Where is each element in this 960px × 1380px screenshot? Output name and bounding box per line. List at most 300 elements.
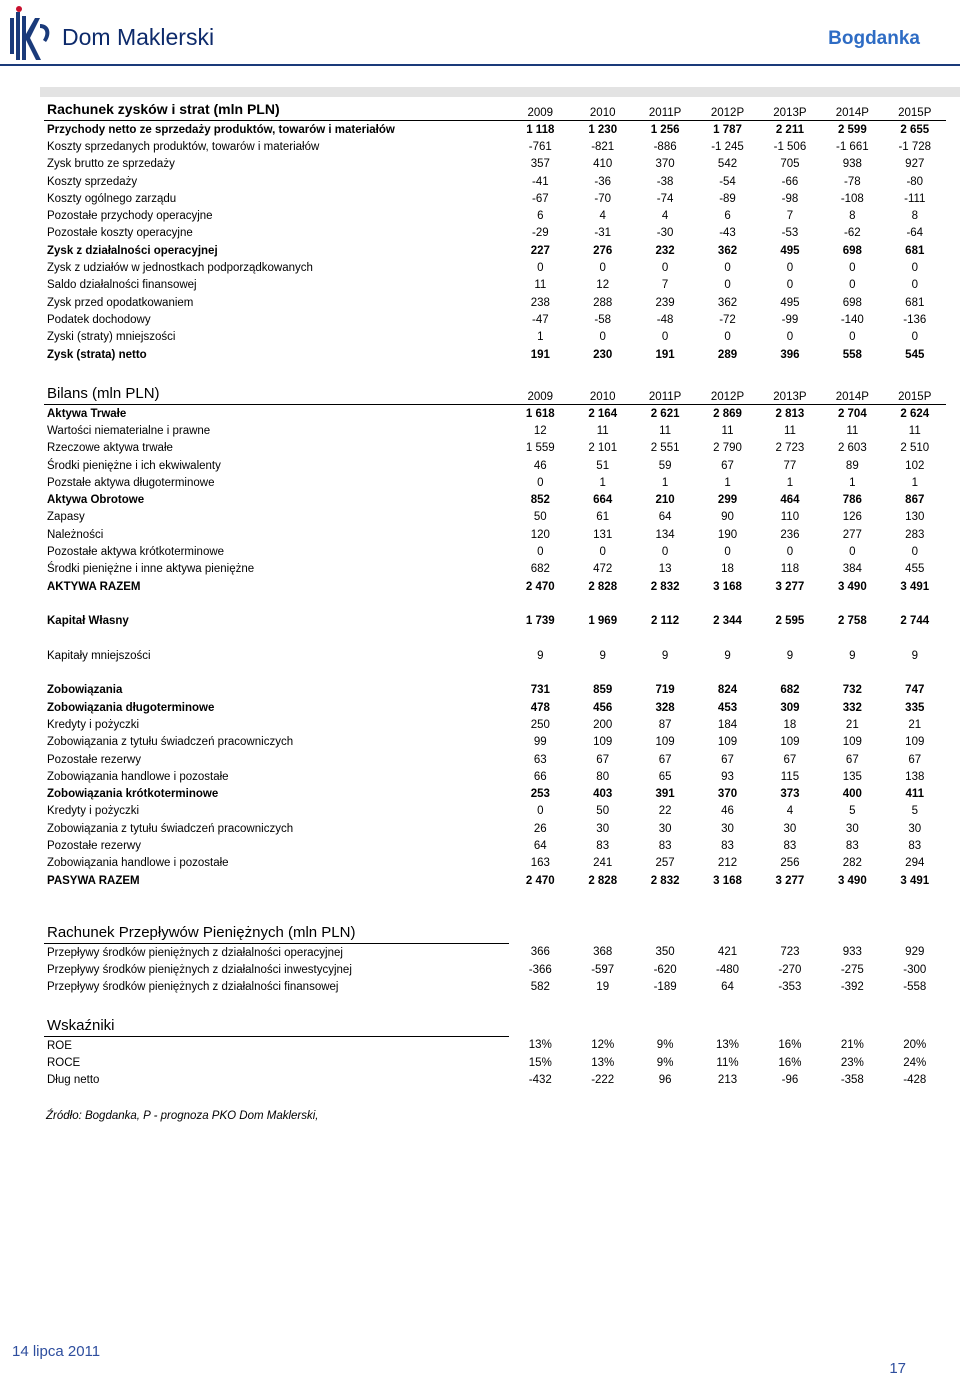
value-cell: 163 — [530, 857, 550, 870]
value-cell: -48 — [656, 313, 674, 326]
section-header — [44, 383, 946, 405]
table-row — [44, 543, 946, 560]
value-cell: 67 — [596, 753, 610, 766]
table-row — [44, 121, 946, 139]
row-label: Zysk brutto ze sprzedaży — [47, 158, 175, 171]
year-header: 2009 — [509, 383, 571, 405]
value-cell: 7 — [661, 279, 669, 292]
value-cell: 90 — [721, 511, 734, 524]
table-row — [44, 1072, 946, 1089]
value-cell: 933 — [842, 946, 862, 959]
value-cell: 21 — [845, 718, 859, 731]
value-cell: 8 — [911, 210, 918, 223]
section-header — [44, 99, 946, 121]
value-cell: 63 — [533, 753, 547, 766]
cash-flow-table — [44, 922, 946, 996]
value-cell: 67 — [721, 753, 734, 766]
row-label: Pozostałe rezerwy — [47, 840, 141, 853]
value-cell: 9 — [537, 649, 544, 662]
value-cell: 391 — [655, 788, 675, 801]
value-cell: 212 — [717, 857, 738, 870]
value-cell: 0 — [911, 279, 918, 292]
row-label: Podatek dochodowy — [47, 313, 151, 326]
value-cell: 67 — [908, 753, 922, 766]
value-cell: 0 — [724, 262, 731, 275]
value-cell: 227 — [530, 244, 550, 257]
year-header: 2009 — [509, 99, 571, 121]
value-cell: -66 — [781, 175, 799, 188]
year-header: 2010 — [572, 99, 634, 121]
year-header: 2010 — [572, 383, 634, 405]
value-cell: 83 — [908, 840, 922, 853]
value-cell: 12 — [596, 279, 610, 292]
value-cell: 30 — [658, 822, 672, 835]
value-cell: 46 — [533, 459, 547, 472]
row-label: Koszty ogólnego zarządu — [47, 192, 177, 205]
row-label: Zobowiązania handlowe i pozostałe — [47, 770, 229, 783]
table-row — [44, 561, 946, 578]
table-row — [44, 820, 946, 837]
value-cell: 283 — [905, 528, 925, 541]
row-label: Dług netto — [47, 1074, 100, 1087]
year-header — [509, 922, 571, 944]
value-cell: 927 — [905, 158, 925, 171]
table-row — [44, 526, 946, 543]
value-cell: 230 — [593, 348, 613, 361]
table-row — [44, 474, 946, 491]
section-header — [44, 922, 946, 944]
spacer-cell — [44, 630, 946, 647]
value-cell: 0 — [786, 262, 794, 275]
ratios-table — [44, 1015, 946, 1089]
value-cell: 370 — [655, 158, 675, 171]
row-label: Zysk przed opodatkowaniem — [47, 296, 194, 309]
year-header: 2011P — [634, 383, 696, 405]
income-statement-table — [44, 99, 946, 363]
value-cell: 786 — [842, 494, 862, 507]
value-cell: 421 — [717, 946, 738, 959]
value-cell: 1 787 — [713, 123, 742, 136]
value-cell: 2 790 — [713, 442, 742, 455]
value-cell: -353 — [778, 981, 802, 994]
year-header: 2012P — [696, 99, 758, 121]
row-label: Rzeczowe aktywa trwałe — [47, 442, 173, 455]
value-cell: 99 — [533, 736, 547, 749]
value-cell: 2 655 — [900, 123, 930, 136]
value-cell: 11 — [721, 424, 734, 437]
row-label: Zobowiązania długoterminowe — [47, 701, 215, 714]
value-cell: 2 869 — [713, 407, 742, 420]
value-cell: -30 — [656, 227, 674, 240]
value-cell: 332 — [842, 701, 862, 714]
value-cell: 46 — [721, 805, 734, 818]
value-cell: 59 — [658, 459, 672, 472]
row-label: Zobowiązania krótkoterminowe — [47, 788, 219, 801]
value-cell: 368 — [593, 946, 613, 959]
value-cell: 2 813 — [775, 407, 805, 420]
value-cell: 384 — [842, 563, 862, 576]
section-title: Bilans (mln PLN) — [44, 383, 509, 405]
row-label: Zobowiązania handlowe i pozostałe — [47, 857, 229, 870]
value-cell: 938 — [842, 158, 862, 171]
value-cell: 7 — [786, 210, 794, 223]
value-cell: -31 — [594, 227, 612, 240]
value-cell: 24% — [903, 1056, 927, 1069]
value-cell: 118 — [780, 563, 800, 576]
row-label: Pozostałe koszty operacyjne — [47, 227, 193, 240]
value-cell: 66 — [533, 770, 547, 783]
value-cell: 681 — [905, 296, 925, 309]
value-cell: 309 — [780, 701, 800, 714]
table-row — [44, 440, 946, 457]
value-cell: 1 969 — [588, 615, 618, 628]
row-label: Zysk z udziałów w jednostkach podporządkowanych — [47, 262, 313, 275]
top-band — [40, 87, 960, 97]
value-cell: 2 344 — [713, 615, 742, 628]
value-cell: -428 — [903, 1074, 927, 1087]
table-row — [44, 578, 946, 595]
value-cell: 2 832 — [650, 580, 680, 593]
year-header — [634, 1015, 696, 1037]
value-cell: 366 — [530, 946, 550, 959]
value-cell: 824 — [717, 684, 738, 697]
row-label: Środki pieniężne i inne aktywa pieniężne — [47, 563, 255, 576]
value-cell: 13% — [528, 1039, 552, 1052]
value-cell: -54 — [719, 175, 736, 188]
value-cell: 130 — [905, 511, 925, 524]
row-label: Pozostałe rezerwy — [47, 753, 141, 766]
year-header — [509, 1015, 571, 1037]
table-row — [44, 346, 946, 363]
value-cell: 126 — [842, 511, 862, 524]
value-cell: 0 — [911, 262, 918, 275]
spacer-row — [44, 595, 946, 612]
value-cell: -432 — [528, 1074, 552, 1087]
value-cell: 3 277 — [775, 580, 805, 593]
table-row — [44, 647, 946, 664]
value-cell: 0 — [661, 262, 669, 275]
value-cell: 67 — [845, 753, 859, 766]
value-cell: 239 — [655, 296, 675, 309]
value-cell: -1 728 — [898, 140, 932, 153]
value-cell: 238 — [530, 296, 550, 309]
value-cell: 478 — [530, 701, 550, 714]
value-cell: 83 — [596, 840, 610, 853]
table-row — [44, 311, 946, 328]
value-cell: -136 — [903, 313, 927, 326]
year-header — [572, 922, 634, 944]
value-cell: 0 — [849, 331, 856, 344]
value-cell: 370 — [717, 788, 738, 801]
value-cell: 1 — [537, 331, 544, 344]
value-cell: 2 832 — [650, 874, 680, 887]
value-cell: -53 — [781, 227, 799, 240]
value-cell: 213 — [717, 1074, 738, 1087]
value-cell: 135 — [842, 770, 862, 783]
value-cell: -64 — [906, 227, 924, 240]
value-cell: -392 — [840, 981, 864, 994]
value-cell: 455 — [905, 563, 925, 576]
value-cell: 0 — [911, 546, 918, 559]
table-row — [44, 509, 946, 526]
value-cell: 30 — [845, 822, 859, 835]
table-row — [44, 277, 946, 294]
value-cell: 11 — [534, 279, 547, 292]
year-header — [884, 1015, 946, 1037]
table-row — [44, 207, 946, 224]
value-cell: 698 — [842, 296, 862, 309]
value-cell: 21% — [840, 1039, 864, 1052]
value-cell: 22 — [658, 805, 672, 818]
value-cell: 3 490 — [837, 874, 867, 887]
value-cell: -38 — [656, 175, 674, 188]
year-header: 2015P — [884, 99, 946, 121]
value-cell: 723 — [780, 946, 800, 959]
value-cell: 2 744 — [900, 615, 930, 628]
table-row — [44, 259, 946, 276]
table-row — [44, 422, 946, 439]
value-cell: 2 551 — [650, 442, 680, 455]
brand-name: Dom Maklerski — [62, 24, 215, 50]
value-cell: 13% — [591, 1056, 615, 1069]
value-cell: 3 491 — [900, 874, 930, 887]
year-header: 2014P — [821, 99, 883, 121]
value-cell: 705 — [780, 158, 800, 171]
value-cell: 545 — [905, 348, 925, 361]
value-cell: 1 230 — [588, 123, 618, 136]
value-cell: 2 621 — [650, 407, 680, 420]
value-cell: 77 — [783, 459, 797, 472]
value-cell: 65 — [658, 770, 672, 783]
value-cell: 1 — [911, 476, 918, 489]
value-cell: 3 277 — [775, 874, 805, 887]
value-cell: 16% — [778, 1056, 802, 1069]
value-cell: 191 — [655, 348, 675, 361]
value-cell: 1 559 — [525, 442, 555, 455]
table-row — [44, 961, 946, 978]
table-row — [44, 1054, 946, 1071]
table-row — [44, 173, 946, 190]
value-cell: 852 — [530, 494, 550, 507]
value-cell: 0 — [661, 331, 669, 344]
value-cell: 3 490 — [837, 580, 867, 593]
value-cell: 0 — [849, 279, 856, 292]
value-cell: 109 — [717, 736, 738, 749]
row-label: Kapitał Własny — [47, 615, 129, 628]
value-cell: 453 — [717, 701, 738, 714]
table-row — [44, 1037, 946, 1055]
value-cell: 2 112 — [651, 615, 680, 628]
table-row — [44, 491, 946, 508]
value-cell: -80 — [906, 175, 924, 188]
value-cell: 2 510 — [900, 442, 930, 455]
value-cell: 30 — [721, 822, 734, 835]
row-label: Przepływy środków pieniężnych z działalności operacyjnej — [47, 946, 343, 959]
value-cell: 30 — [596, 822, 610, 835]
value-cell: 350 — [655, 946, 675, 959]
value-cell: 64 — [658, 511, 672, 524]
value-cell: 0 — [599, 546, 606, 559]
table-row — [44, 329, 946, 346]
value-cell: 867 — [905, 494, 925, 507]
value-cell: 241 — [593, 857, 613, 870]
value-cell: 256 — [780, 857, 800, 870]
table-row — [44, 944, 946, 962]
spacer-row — [44, 664, 946, 681]
table-row — [44, 613, 946, 630]
value-cell: 472 — [593, 563, 613, 576]
value-cell: 67 — [658, 753, 672, 766]
report-date: 14 lipca 2011 — [12, 1343, 101, 1360]
value-cell: -270 — [778, 963, 802, 976]
value-cell: -886 — [653, 140, 677, 153]
pko-logo-icon — [6, 4, 56, 64]
value-cell: -821 — [591, 140, 615, 153]
value-cell: 12 — [533, 424, 547, 437]
value-cell: 681 — [905, 244, 925, 257]
table-row — [44, 751, 946, 768]
value-cell: 61 — [596, 511, 610, 524]
value-cell: 236 — [780, 528, 800, 541]
table-row — [44, 294, 946, 311]
value-cell: 21 — [908, 718, 922, 731]
value-cell: 400 — [842, 788, 862, 801]
value-cell: 11 — [908, 424, 921, 437]
value-cell: -620 — [653, 963, 677, 976]
value-cell: 362 — [717, 244, 738, 257]
row-label: Przychody netto ze sprzedaży produktów, towarów i materiałów — [47, 123, 395, 136]
value-cell: 26 — [533, 822, 547, 835]
table-row — [44, 682, 946, 699]
value-cell: 558 — [842, 348, 862, 361]
value-cell: -140 — [840, 313, 864, 326]
value-cell: -358 — [840, 1074, 864, 1087]
value-cell: 13% — [716, 1039, 740, 1052]
value-cell: 495 — [780, 244, 800, 257]
value-cell: 9 — [911, 649, 918, 662]
value-cell: -72 — [719, 313, 736, 326]
row-label: Pozstałe aktywa długoterminowe — [47, 476, 215, 489]
value-cell: 289 — [717, 348, 738, 361]
value-cell: -67 — [531, 192, 549, 205]
value-cell: 719 — [655, 684, 675, 697]
source-note: Źródło: Bogdanka, P - prognoza PKO Dom Maklerski, — [46, 1110, 319, 1122]
value-cell: 109 — [905, 736, 925, 749]
value-cell: -41 — [531, 175, 549, 188]
year-header — [572, 1015, 634, 1037]
year-header — [759, 1015, 821, 1037]
value-cell: 109 — [593, 736, 613, 749]
value-cell: 3 168 — [713, 874, 742, 887]
value-cell: 83 — [658, 840, 672, 853]
table-row — [44, 734, 946, 751]
row-label: Koszty sprzedaży — [47, 175, 138, 188]
value-cell: 464 — [780, 494, 800, 507]
value-cell: 184 — [717, 718, 738, 731]
value-cell: 87 — [658, 718, 672, 731]
row-label: Środki pieniężne i ich ekwiwalenty — [47, 459, 221, 472]
value-cell: 120 — [530, 528, 550, 541]
value-cell: 2 599 — [837, 123, 867, 136]
value-cell: 210 — [655, 494, 675, 507]
value-cell: 0 — [849, 546, 856, 559]
row-label: Kredyty i pożyczki — [47, 718, 140, 731]
value-cell: 89 — [845, 459, 859, 472]
value-cell: 731 — [530, 684, 550, 697]
value-cell: 115 — [780, 770, 800, 783]
value-cell: 9 — [786, 649, 794, 662]
section-title: Rachunek Przepływów Pieniężnych (mln PLN) — [44, 922, 509, 944]
value-cell: -99 — [781, 313, 799, 326]
value-cell: -43 — [719, 227, 736, 240]
table-row — [44, 786, 946, 803]
value-cell: 15% — [528, 1056, 552, 1069]
value-cell: -62 — [844, 227, 861, 240]
value-cell: -96 — [781, 1074, 799, 1087]
year-header: 2013P — [759, 383, 821, 405]
value-cell: 191 — [530, 348, 550, 361]
value-cell: 929 — [905, 946, 925, 959]
value-cell: 2 704 — [837, 407, 867, 420]
value-cell: 747 — [905, 684, 925, 697]
value-cell: 67 — [721, 459, 734, 472]
value-cell: 9 — [724, 649, 731, 662]
row-label: Należności — [47, 528, 104, 541]
header-divider — [0, 64, 960, 66]
value-cell: 2 603 — [837, 442, 867, 455]
value-cell: 50 — [533, 511, 547, 524]
row-label: Koszty sprzedanych produktów, towarów i materiałów — [47, 140, 320, 153]
year-header: 2012P — [696, 383, 758, 405]
row-label: AKTYWA RAZEM — [47, 580, 141, 593]
year-header — [821, 1015, 883, 1037]
row-label: Zobowiązania z tytułu świadczeń pracowniczych — [47, 822, 294, 835]
row-label: Zapasy — [47, 511, 85, 524]
value-cell: 64 — [721, 981, 734, 994]
value-cell: 859 — [593, 684, 613, 697]
value-cell: 0 — [724, 546, 731, 559]
value-cell: 0 — [911, 331, 918, 344]
value-cell: 2 624 — [900, 407, 930, 420]
value-cell: 2 828 — [588, 874, 618, 887]
value-cell: -29 — [531, 227, 549, 240]
value-cell: 698 — [842, 244, 862, 257]
value-cell: 138 — [905, 770, 925, 783]
year-header — [634, 922, 696, 944]
value-cell: 5 — [911, 805, 918, 818]
value-cell: 1 739 — [525, 615, 555, 628]
balance-sheet-table — [44, 383, 946, 889]
value-cell: 9 — [661, 649, 669, 662]
value-cell: 109 — [655, 736, 675, 749]
value-cell: 0 — [786, 546, 794, 559]
value-cell: 410 — [593, 158, 613, 171]
section-title: Rachunek zysków i strat (mln PLN) — [44, 99, 509, 121]
value-cell: 0 — [537, 476, 544, 489]
value-cell: 200 — [593, 718, 613, 731]
spacer-cell — [44, 595, 946, 612]
value-cell: 682 — [780, 684, 800, 697]
table-row — [44, 837, 946, 854]
value-cell: -78 — [844, 175, 861, 188]
value-cell: 299 — [717, 494, 738, 507]
value-cell: -58 — [594, 313, 612, 326]
year-header: 2014P — [821, 383, 883, 405]
year-header — [696, 1015, 758, 1037]
table-row — [44, 156, 946, 173]
value-cell: 0 — [661, 546, 669, 559]
row-label: Wartości niematerialne i prawne — [47, 424, 211, 437]
